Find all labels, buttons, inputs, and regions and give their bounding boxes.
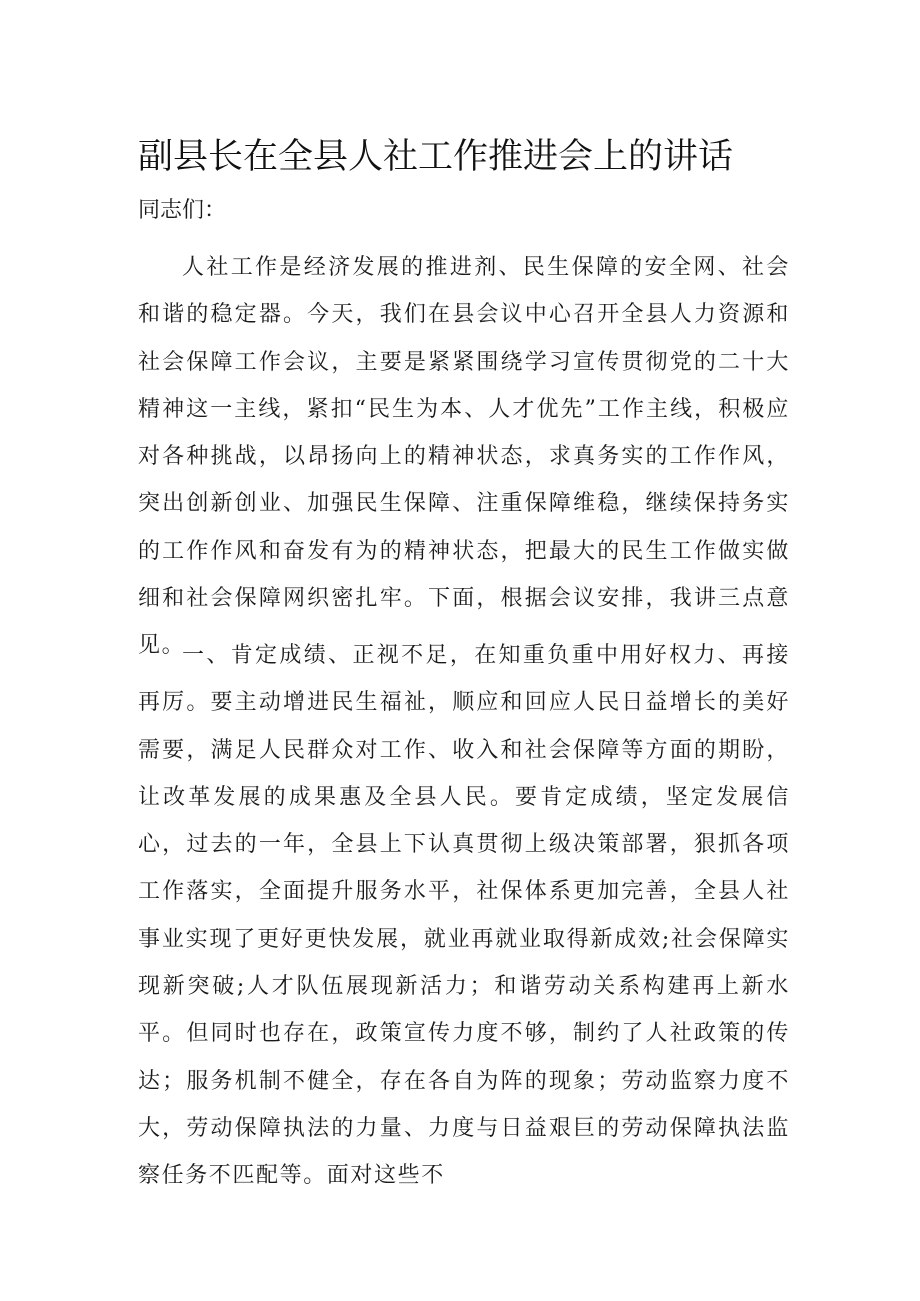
salutation: 同志们： [138,198,227,223]
paragraph-intro: 人社工作是经济发展的推进剂、民生保障的安全网、社会和谐的稳定器。今天，我们在县会议中心召开全县人力资源和社会保障工作会议，主要是紧紧围绕学习宣传贯彻党的二十大精神这一主线，紧扣“民生为本、人才优先”工作主线，积极应对各种挑战，以昂扬向上的精神状态，求真务实的工作作风，突出创新创业、加强民生保障、注重保障维稳，继续保持务实的工作作风和奋发有为的精神状态，把最大的民生工作做实做细和社会保障网织密扎牢。下面，根据会议安排，我讲三点意见。 [138,255,790,659]
document-title: 副县长在全县人社工作推进会上的讲话 [138,137,734,177]
paragraph-section-one: 一、肯定成绩、正视不足，在知重负重中用好权力、再接再厉。要主动增进民生福祉，顺应和回应人民日益增长的美好需要，满足人民群众对工作、收入和社会保障等方面的期盼，让改革发展的成果惠及全县人民。要肯定成绩，坚定发展信心，过去的一年，全县上下认真贯彻上级决策部署，狠抓各项工作落实，全面提升服务水平，社保体系更加完善，全县人社事业实现了更好更快发展，就业再就业取得新成效;社会保障实现新突破;人才队伍展现新活力；和谐劳动关系构建再上新水平。但同时也存在，政策宣传力度不够，制约了人社政策的传达；服务机制不健全，存在各自为阵的现象；劳动监察力度不大，劳动保障执法的力量、力度与日益艰巨的劳动保障执法监察任务不匹配等。面对这些不 [138,643,790,1189]
